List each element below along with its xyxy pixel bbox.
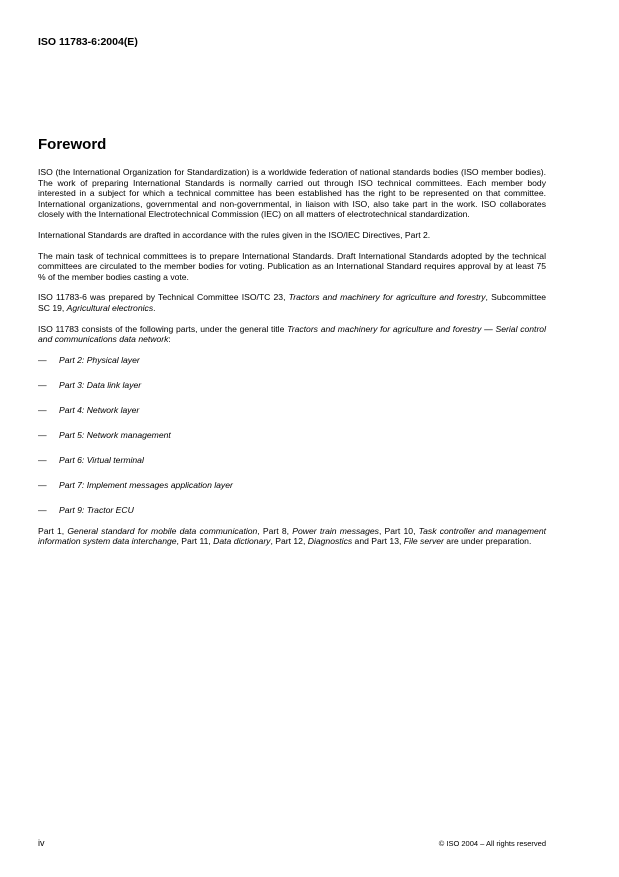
- paragraph-prepared-by: [38, 292, 546, 313]
- prep-title: Power train messages: [292, 525, 379, 536]
- paragraph-under-preparation: [38, 526, 546, 547]
- dash-bullet: —: [38, 430, 47, 440]
- prep-text: , Part 10,: [378, 525, 419, 536]
- prep-title: Diagnostics: [307, 536, 353, 547]
- prep-title: File server: [403, 536, 444, 547]
- list-item-label: Part 9: Tractor ECU: [59, 505, 134, 516]
- prep-text: are under preparation.: [443, 536, 532, 547]
- prep-text: Part 1,: [38, 525, 68, 536]
- list-item-label: Part 3: Data link layer: [59, 379, 142, 390]
- list-item: [38, 430, 546, 441]
- general-title: Tractors and machinery for agriculture and forestry — Serial control and communications data network: [38, 323, 546, 345]
- prep-title: Task controller and management information system data interchange: [38, 525, 546, 547]
- foreword-body: [38, 167, 546, 557]
- list-item: [38, 355, 546, 366]
- parts-intro-text: ISO 11783 consists of the following parts, under the general title: [38, 323, 288, 334]
- subcommittee-title: Agricultural electronics: [66, 302, 154, 313]
- list-item-label: Part 6: Virtual terminal: [59, 455, 144, 466]
- list-item: [38, 455, 546, 466]
- list-item: [38, 505, 546, 516]
- dash-bullet: —: [38, 455, 47, 466]
- document-header-id: ISO 11783-6:2004(E): [38, 36, 138, 48]
- prep-text: , Part 8,: [257, 525, 293, 536]
- committee-title: Tractors and machinery for agriculture and forestry: [288, 292, 486, 303]
- page-number: iv: [38, 838, 45, 848]
- list-item-label: Part 5: Network management: [59, 430, 171, 440]
- page-title: Foreword: [38, 136, 107, 153]
- paragraph-parts-intro: [38, 324, 546, 345]
- list-item-label: Part 2: Physical layer: [59, 354, 140, 365]
- copyright-notice: © ISO 2004 – All rights reserved: [438, 839, 546, 848]
- paragraph-iso-intro: ISO (the International Organization for Standardization) is a worldwide federation of national standards bodies (ISO member bodies). The work of preparing International Standards is normally carried out through ISO technical committees. Each member body interested in a subject for which a technical committee has been established has the right to be represented on that committee. International organizations, governmental and non-governmental, in liaison with ISO, also take part in the work. ISO collaborates closely with the International Electrotechnical Commission (IEC) on all matters of electrotechnical standardization.: [38, 167, 546, 220]
- paragraph-main-task: The main task of technical committees is to prepare International Standards. Draft International Standards adopted by the technical committees are circulated to the member bodies for voting. Publication as an International Standard requires approval by at least 75 % of the member bodies casting a vote.: [38, 250, 546, 282]
- list-item: [38, 480, 546, 491]
- dash-bullet: —: [38, 480, 47, 491]
- parts-list: [38, 355, 546, 516]
- list-item-label: Part 4: Network layer: [59, 404, 140, 415]
- prep-text: and Part 13,: [352, 536, 404, 547]
- prepared-by-text: ISO 11783-6 was prepared by Technical Committee ISO/TC 23,: [38, 292, 289, 303]
- dash-bullet: —: [38, 505, 47, 516]
- list-item: [38, 380, 546, 391]
- paragraph-directives: International Standards are drafted in accordance with the rules given in the ISO/IEC Directives, Part 2.: [38, 229, 431, 240]
- prep-title: General standard for mobile data communication: [67, 525, 258, 536]
- list-item: [38, 405, 546, 416]
- dash-bullet: —: [38, 404, 47, 415]
- prepared-by-end: .: [153, 302, 156, 313]
- parts-intro-end: :: [168, 334, 171, 345]
- prep-text: , Part 12,: [270, 536, 308, 547]
- dash-bullet: —: [38, 379, 47, 390]
- subcommittee-text: , Subcommittee SC 19,: [38, 292, 547, 313]
- list-item-label: Part 7: Implement messages application layer: [59, 480, 233, 491]
- prep-title: Data dictionary: [213, 536, 271, 547]
- prep-text: , Part 11,: [176, 536, 214, 547]
- dash-bullet: —: [38, 354, 47, 365]
